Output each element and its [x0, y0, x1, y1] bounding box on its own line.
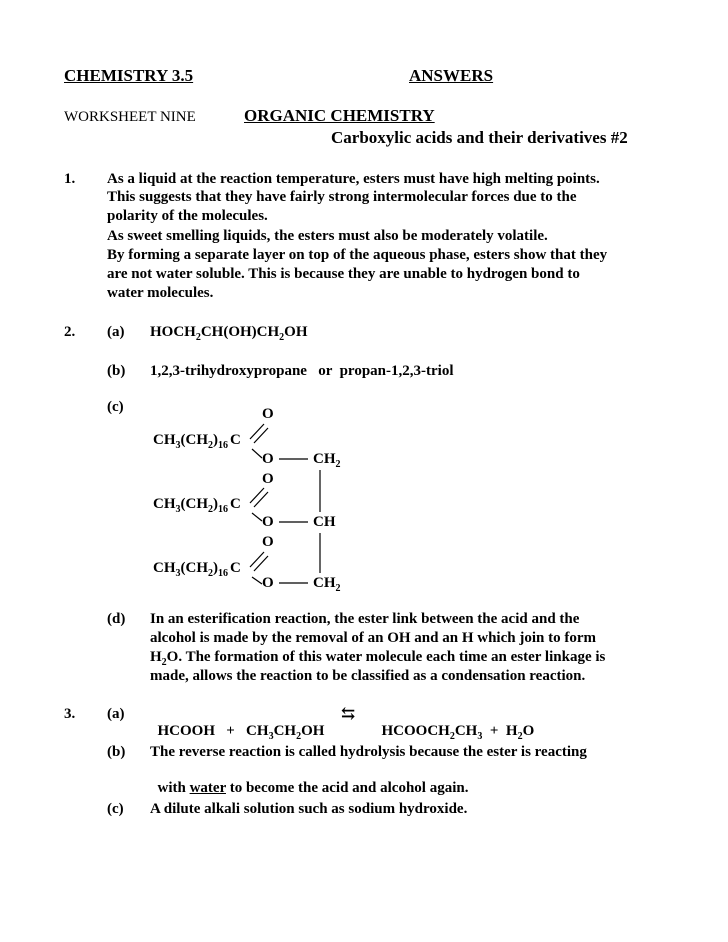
topic-title: ORGANIC CHEMISTRY — [244, 106, 435, 125]
oxygen-label: O — [262, 514, 274, 530]
ch-group: CH — [313, 514, 336, 530]
q3a-equation-reactants: HCOOH + $CH_3CH_2OH$ — [157, 723, 325, 742]
acyl-chain: $CH_3(CH_2)_{16}$ C — [153, 560, 241, 579]
course-title: CHEMISTRY 3.5 — [64, 66, 194, 85]
q3c-text: A dilute alkali solution such as sodium hydroxide. — [150, 801, 468, 817]
q3b-line: The reverse reaction is called hydrolysis because the ester is reacting — [150, 744, 587, 760]
q3-number: 3. — [64, 706, 76, 722]
equilibrium-arrow-icon: ⇆ — [341, 704, 356, 723]
ch2-group: $CH_2$ — [313, 451, 341, 470]
q1-line: As a liquid at the reaction temperature, esters must have high melting points. — [107, 171, 600, 187]
q1-line: are not water soluble. This is because they are unable to hydrogen bond to — [107, 266, 580, 282]
worksheet-label: WORKSHEET NINE — [64, 109, 196, 125]
q1-line: polarity of the molecules. — [107, 208, 268, 224]
q2d-line: made, allows the reaction to be classified as a condensation reaction. — [150, 668, 586, 684]
q3b-line: with water to become the acid and alcohol again. — [157, 780, 469, 796]
q3a-equation-products: $HCOOCH_2CH_3 + H_2O$ — [381, 723, 535, 742]
oxygen-label: O — [262, 575, 274, 591]
q2-number: 2. — [64, 324, 76, 340]
q1-line: As sweet smelling liquids, the esters must also be moderately volatile. — [107, 228, 548, 244]
q1-line: By forming a separate layer on top of the aqueous phase, esters show that they — [107, 247, 608, 263]
q2a-label: (a) — [107, 324, 125, 340]
oxygen-label: O — [262, 534, 274, 550]
q1-number: 1. — [64, 171, 76, 187]
q2b-label: (b) — [107, 363, 126, 379]
q2d-label: (d) — [107, 611, 126, 627]
subtitle: Carboxylic acids and their derivatives #2 — [331, 128, 628, 147]
oxygen-label: O — [262, 451, 274, 467]
oxygen-label: O — [262, 406, 274, 422]
ch2-group: $CH_2$ — [313, 575, 341, 594]
q3c-label: (c) — [107, 801, 124, 817]
acyl-chain: $CH_3(CH_2)_{16}$ C — [153, 496, 241, 515]
oxygen-label: O — [262, 471, 274, 487]
q2a-formula: $HOCH_2CH(OH)CH_2OH$ — [150, 324, 308, 343]
q2d-line: $H_2O$. The formation of this water molecule each time an ester linkage is — [150, 649, 606, 668]
q2d-line: In an esterification reaction, the ester link between the acid and the — [150, 611, 580, 627]
q2b-text: 1,2,3-trihydroxypropane or propan-1,2,3-triol — [150, 363, 454, 379]
q1-line: This suggests that they have fairly strong intermolecular forces due to the — [107, 189, 577, 205]
q1-line: water molecules. — [107, 285, 214, 301]
q2c-label: (c) — [107, 399, 124, 415]
acyl-chain: $CH_3(CH_2)_{16}$ C — [153, 432, 241, 451]
q2d-line: alcohol is made by the removal of an OH and an H which join to form — [150, 630, 596, 646]
answers-title: ANSWERS — [409, 66, 494, 85]
q3a-label: (a) — [107, 706, 125, 722]
q3b-label: (b) — [107, 744, 126, 760]
